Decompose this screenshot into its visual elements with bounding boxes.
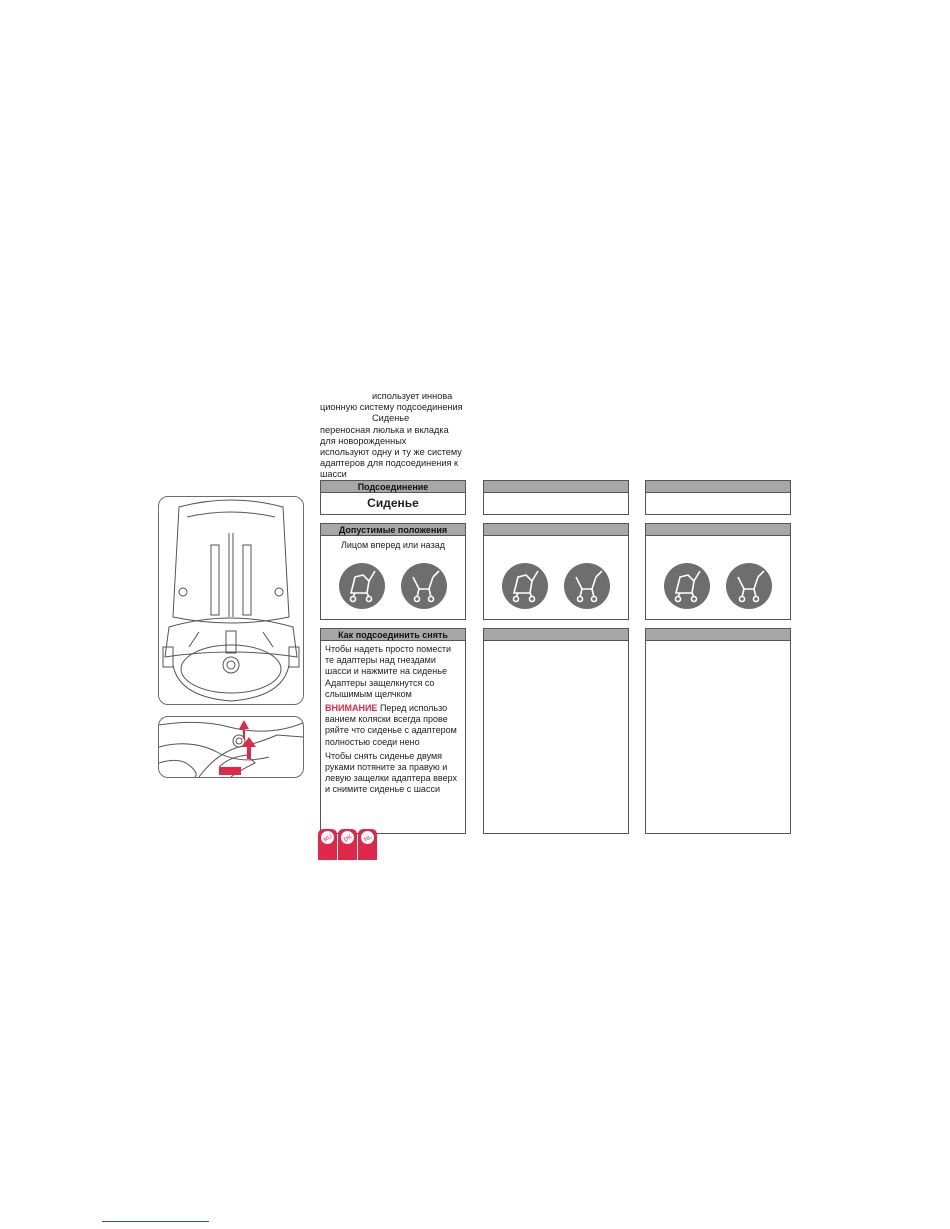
intro-text bbox=[320, 391, 470, 481]
intro-line: используют одну и ту же систему bbox=[320, 447, 462, 458]
header-positions: Допустимые положения bbox=[320, 523, 466, 536]
language-tab-ru bbox=[318, 829, 337, 860]
table-column-empty bbox=[645, 480, 791, 834]
warning-paragraph bbox=[325, 703, 461, 748]
product-name-empty bbox=[483, 493, 629, 515]
warning-label: ВНИМАНИЕ bbox=[325, 703, 378, 714]
table-column-seat bbox=[320, 480, 466, 834]
how-cell bbox=[320, 641, 466, 834]
intro-line: использует иннова bbox=[372, 391, 453, 401]
footer-divider bbox=[102, 1221, 209, 1222]
intro-line: для новорожденных bbox=[320, 435, 407, 446]
intro-line: шасси bbox=[320, 469, 347, 480]
stroller-forward-icon bbox=[502, 563, 548, 609]
stroller-forward-icon bbox=[339, 563, 385, 609]
language-code: NL bbox=[363, 834, 374, 844]
language-tab-nl bbox=[358, 829, 377, 860]
product-name: Сиденье bbox=[320, 493, 466, 515]
header-positions-empty bbox=[483, 523, 629, 536]
how-paragraph: Чтобы снять сиденье двумя руками потяните за правую и левую защелки адаптера вверх и снимите сиденье с шасси bbox=[325, 750, 457, 795]
how-cell-empty bbox=[483, 641, 629, 834]
stroller-rearward-icon bbox=[564, 563, 610, 609]
header-positions-empty bbox=[645, 523, 791, 536]
stroller-rearward-icon bbox=[726, 563, 772, 609]
positions-cell bbox=[320, 536, 466, 620]
product-name-empty bbox=[645, 493, 791, 515]
seat-illustration bbox=[158, 496, 304, 705]
how-paragraph: Чтобы надеть просто помести те адаптеры над гнездами шасси и нажмите на сиденье Адаптеры защелкнутся со слышимым щелчком bbox=[325, 644, 452, 699]
positions-cell bbox=[645, 536, 791, 620]
header-how-empty bbox=[645, 628, 791, 641]
intro-line: адаптеров для подсоединения к bbox=[320, 458, 459, 469]
header-how-empty bbox=[483, 628, 629, 641]
positions-text: Лицом вперед или назад bbox=[341, 540, 445, 550]
stroller-rearward-icon bbox=[401, 563, 447, 609]
warning-text: Перед использо ванием коляски всегда прове ряйте что сиденье с адаптером полностью соеди нено bbox=[325, 703, 457, 747]
language-code: DK bbox=[343, 833, 354, 844]
header-connection-empty bbox=[483, 480, 629, 493]
intro-line: ционную систему подсоединения bbox=[320, 402, 463, 413]
intro-line: переносная люлька и вкладка bbox=[320, 424, 449, 435]
intro-line: Сиденье bbox=[372, 413, 410, 424]
positions-cell bbox=[483, 536, 629, 620]
how-cell-empty bbox=[645, 641, 791, 834]
language-code: RU bbox=[323, 833, 334, 844]
header-connection: Подсоединение bbox=[320, 480, 466, 493]
stroller-forward-icon bbox=[664, 563, 710, 609]
table-column-empty bbox=[483, 480, 629, 834]
header-how: Как подсоединить снять bbox=[320, 628, 466, 641]
header-connection-empty bbox=[645, 480, 791, 493]
detach-illustration bbox=[158, 716, 304, 778]
language-tab-dk bbox=[338, 829, 357, 860]
